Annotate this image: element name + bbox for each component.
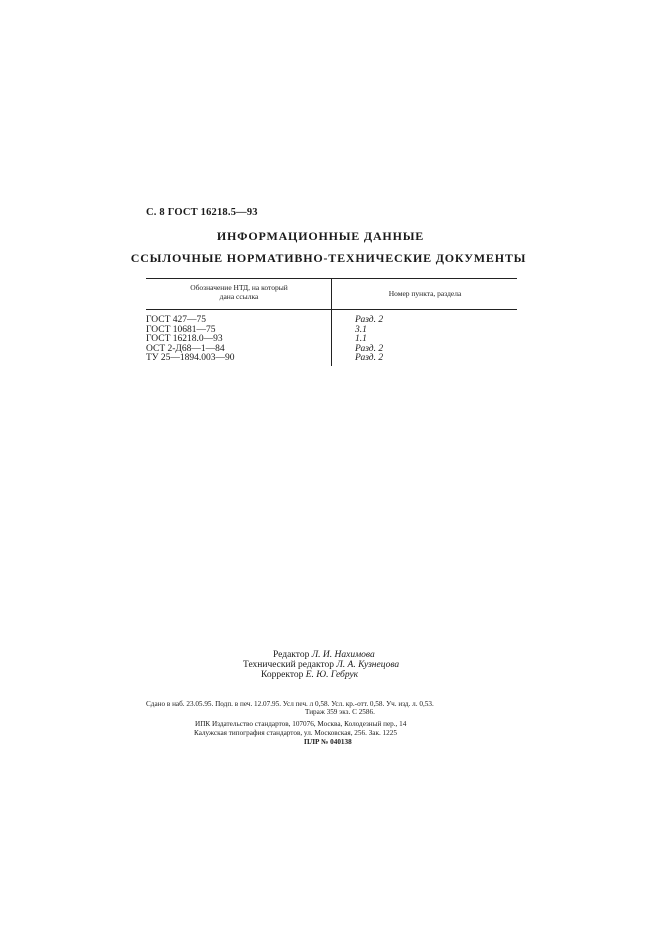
table-header-divider bbox=[331, 279, 332, 309]
plr-number: ПЛР № 040138 bbox=[304, 738, 352, 746]
table-cell-doc: ОСТ 2-Д68—1—84 bbox=[146, 343, 225, 354]
circulation-info: Тираж 359 экз. С 2586. bbox=[305, 708, 375, 716]
table-cell-doc: ТУ 25—1894.003—90 bbox=[146, 353, 235, 364]
table-cell-ref: Разд. 2 bbox=[355, 315, 384, 325]
page-header: С. 8 ГОСТ 16218.5—93 bbox=[146, 207, 258, 218]
publisher-line-1: ИПК Издательство стандартов, 107076, Москва, Колодезный пер., 14 bbox=[195, 720, 407, 728]
print-info: Сдано в наб. 23.05.95. Подп. в печ. 12.07.95. Усл печ. л 0,58. Усл. кр.-отт. 0,58. Уч. изд. л. 0,53. bbox=[146, 700, 434, 708]
table-cell-doc: ГОСТ 10681—75 bbox=[146, 324, 216, 335]
corrector-line bbox=[261, 670, 358, 680]
table-cell-doc: ГОСТ 16218.0—93 bbox=[146, 334, 223, 345]
section-title: ИНФОРМАЦИОННЫЕ ДАННЫЕ bbox=[216, 229, 425, 243]
corrector-name: Е. Ю. Гебрук bbox=[305, 670, 359, 680]
editor-line bbox=[273, 650, 375, 660]
table-column-documents bbox=[146, 316, 235, 364]
table-cell-ref: Разд. 2 bbox=[355, 353, 384, 364]
column-header-document-line2: дана ссылка bbox=[219, 291, 259, 301]
section-subtitle: ССЫЛОЧНЫЕ НОРМАТИВНО-ТЕХНИЧЕСКИЕ ДОКУМЕНТЫ bbox=[130, 251, 527, 265]
table-cell-ref: Разд. 2 bbox=[355, 343, 384, 354]
table-cell-ref: 3.1 bbox=[355, 324, 367, 335]
tech-editor-label: Технический редактор bbox=[243, 660, 334, 670]
tech-editor-line bbox=[243, 660, 399, 670]
table-body-divider bbox=[331, 310, 332, 366]
publisher-line-2: Калужская типография стандартов, ул. Московская, 256. Зак. 1225 bbox=[194, 729, 397, 737]
column-header-reference: Номер пункта, раздела bbox=[388, 289, 462, 298]
corrector-label: Корректор bbox=[261, 670, 304, 680]
table-column-references bbox=[355, 316, 383, 364]
tech-editor-name: Л. А. Кузнецова bbox=[336, 660, 400, 670]
column-header-document-line1: Обозначение НТД, на который bbox=[190, 283, 288, 292]
column-header-document bbox=[150, 284, 328, 301]
editor-label: Редактор bbox=[273, 650, 310, 660]
table-cell-doc: ГОСТ 427—75 bbox=[146, 315, 206, 325]
editor-name: Л. И. Нахимова bbox=[311, 650, 375, 660]
table-cell-ref: 1.1 bbox=[355, 334, 367, 345]
